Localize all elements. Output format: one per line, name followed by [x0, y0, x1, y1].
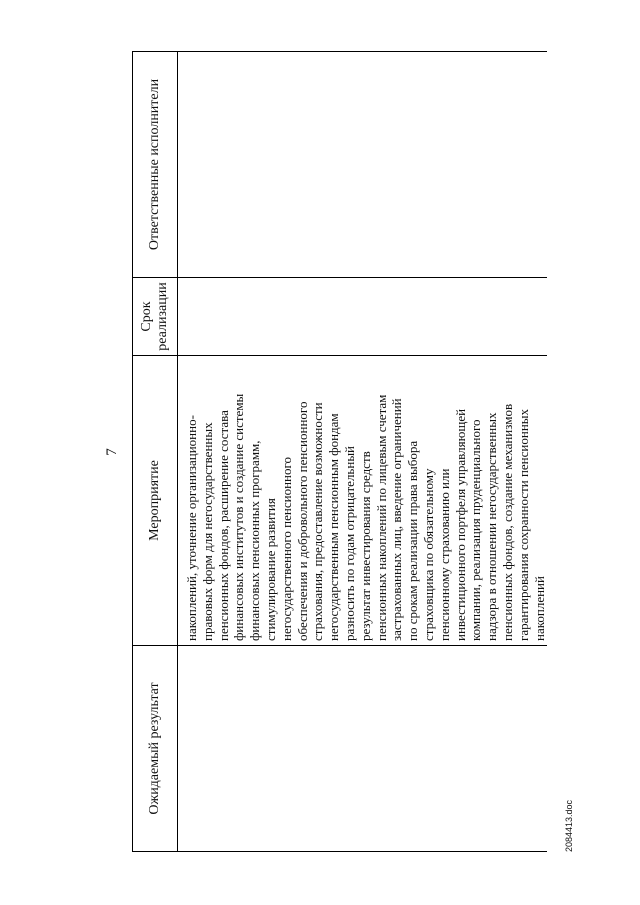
measure-line: результат инвестирования средств: [357, 451, 373, 641]
measure-line: негосударственного пенсионного: [278, 456, 294, 641]
measure-line: надзора в отношении негосударственных: [484, 412, 500, 641]
measure-line: страховщика по обязательному: [420, 468, 436, 641]
measure-line: инвестиционного портфеля управляющей: [452, 408, 468, 641]
measure-line: компании, реализация пруденциального: [468, 419, 484, 641]
measure-line: негосударственным пенсионным фондам: [326, 413, 342, 641]
cell-measure: [178, 356, 548, 646]
measure-line: накоплений, уточнение организационно-: [184, 415, 199, 641]
measure-line: разносить по годам отрицательный: [341, 445, 357, 641]
measure-line: финансовых институтов и создание системы: [231, 393, 247, 641]
measure-line: гарантирования сохранности пенсионных: [515, 408, 531, 641]
document-page: [90, 52, 590, 852]
measure-line: по срокам реализации права выбора: [405, 440, 421, 641]
measure-line: обеспечения и добровольного пенсионного: [294, 401, 310, 641]
header-expected-result: Ожидаемый результат: [133, 646, 178, 852]
header-responsible: Ответственные исполнители: [133, 52, 178, 278]
measure-text: [184, 360, 547, 641]
measures-table: [132, 51, 547, 852]
measure-line: правовых форм для негосударственных: [199, 422, 215, 641]
measure-line: застрахованных лиц, введение ограничений: [389, 398, 405, 641]
cell-term: [178, 278, 548, 356]
document-code: 2084413.doc: [564, 799, 574, 852]
measure-line: пенсионных накоплений по лицевым счетам: [373, 394, 389, 641]
header-term: Срок реализации: [133, 278, 178, 356]
measure-line: пенсионных фондов, создание механизмов: [499, 403, 515, 641]
measure-line: накоплений: [531, 576, 547, 641]
table-header-row: [133, 52, 178, 852]
cell-expected-result: [178, 646, 548, 852]
measure-line: стимулирование развития: [262, 498, 278, 641]
table-row: [178, 52, 548, 852]
measure-line: страхования, предоставление возможности: [310, 402, 326, 641]
cell-responsible: [178, 52, 548, 278]
measure-line: пенсионных фондов, расширение состава: [215, 410, 231, 641]
measure-line: финансовых пенсионных программ,: [247, 440, 263, 641]
header-measure: Мероприятие: [133, 356, 178, 646]
page-number: 7: [104, 448, 120, 456]
measure-line: пенсионному страхованию или: [436, 468, 452, 641]
